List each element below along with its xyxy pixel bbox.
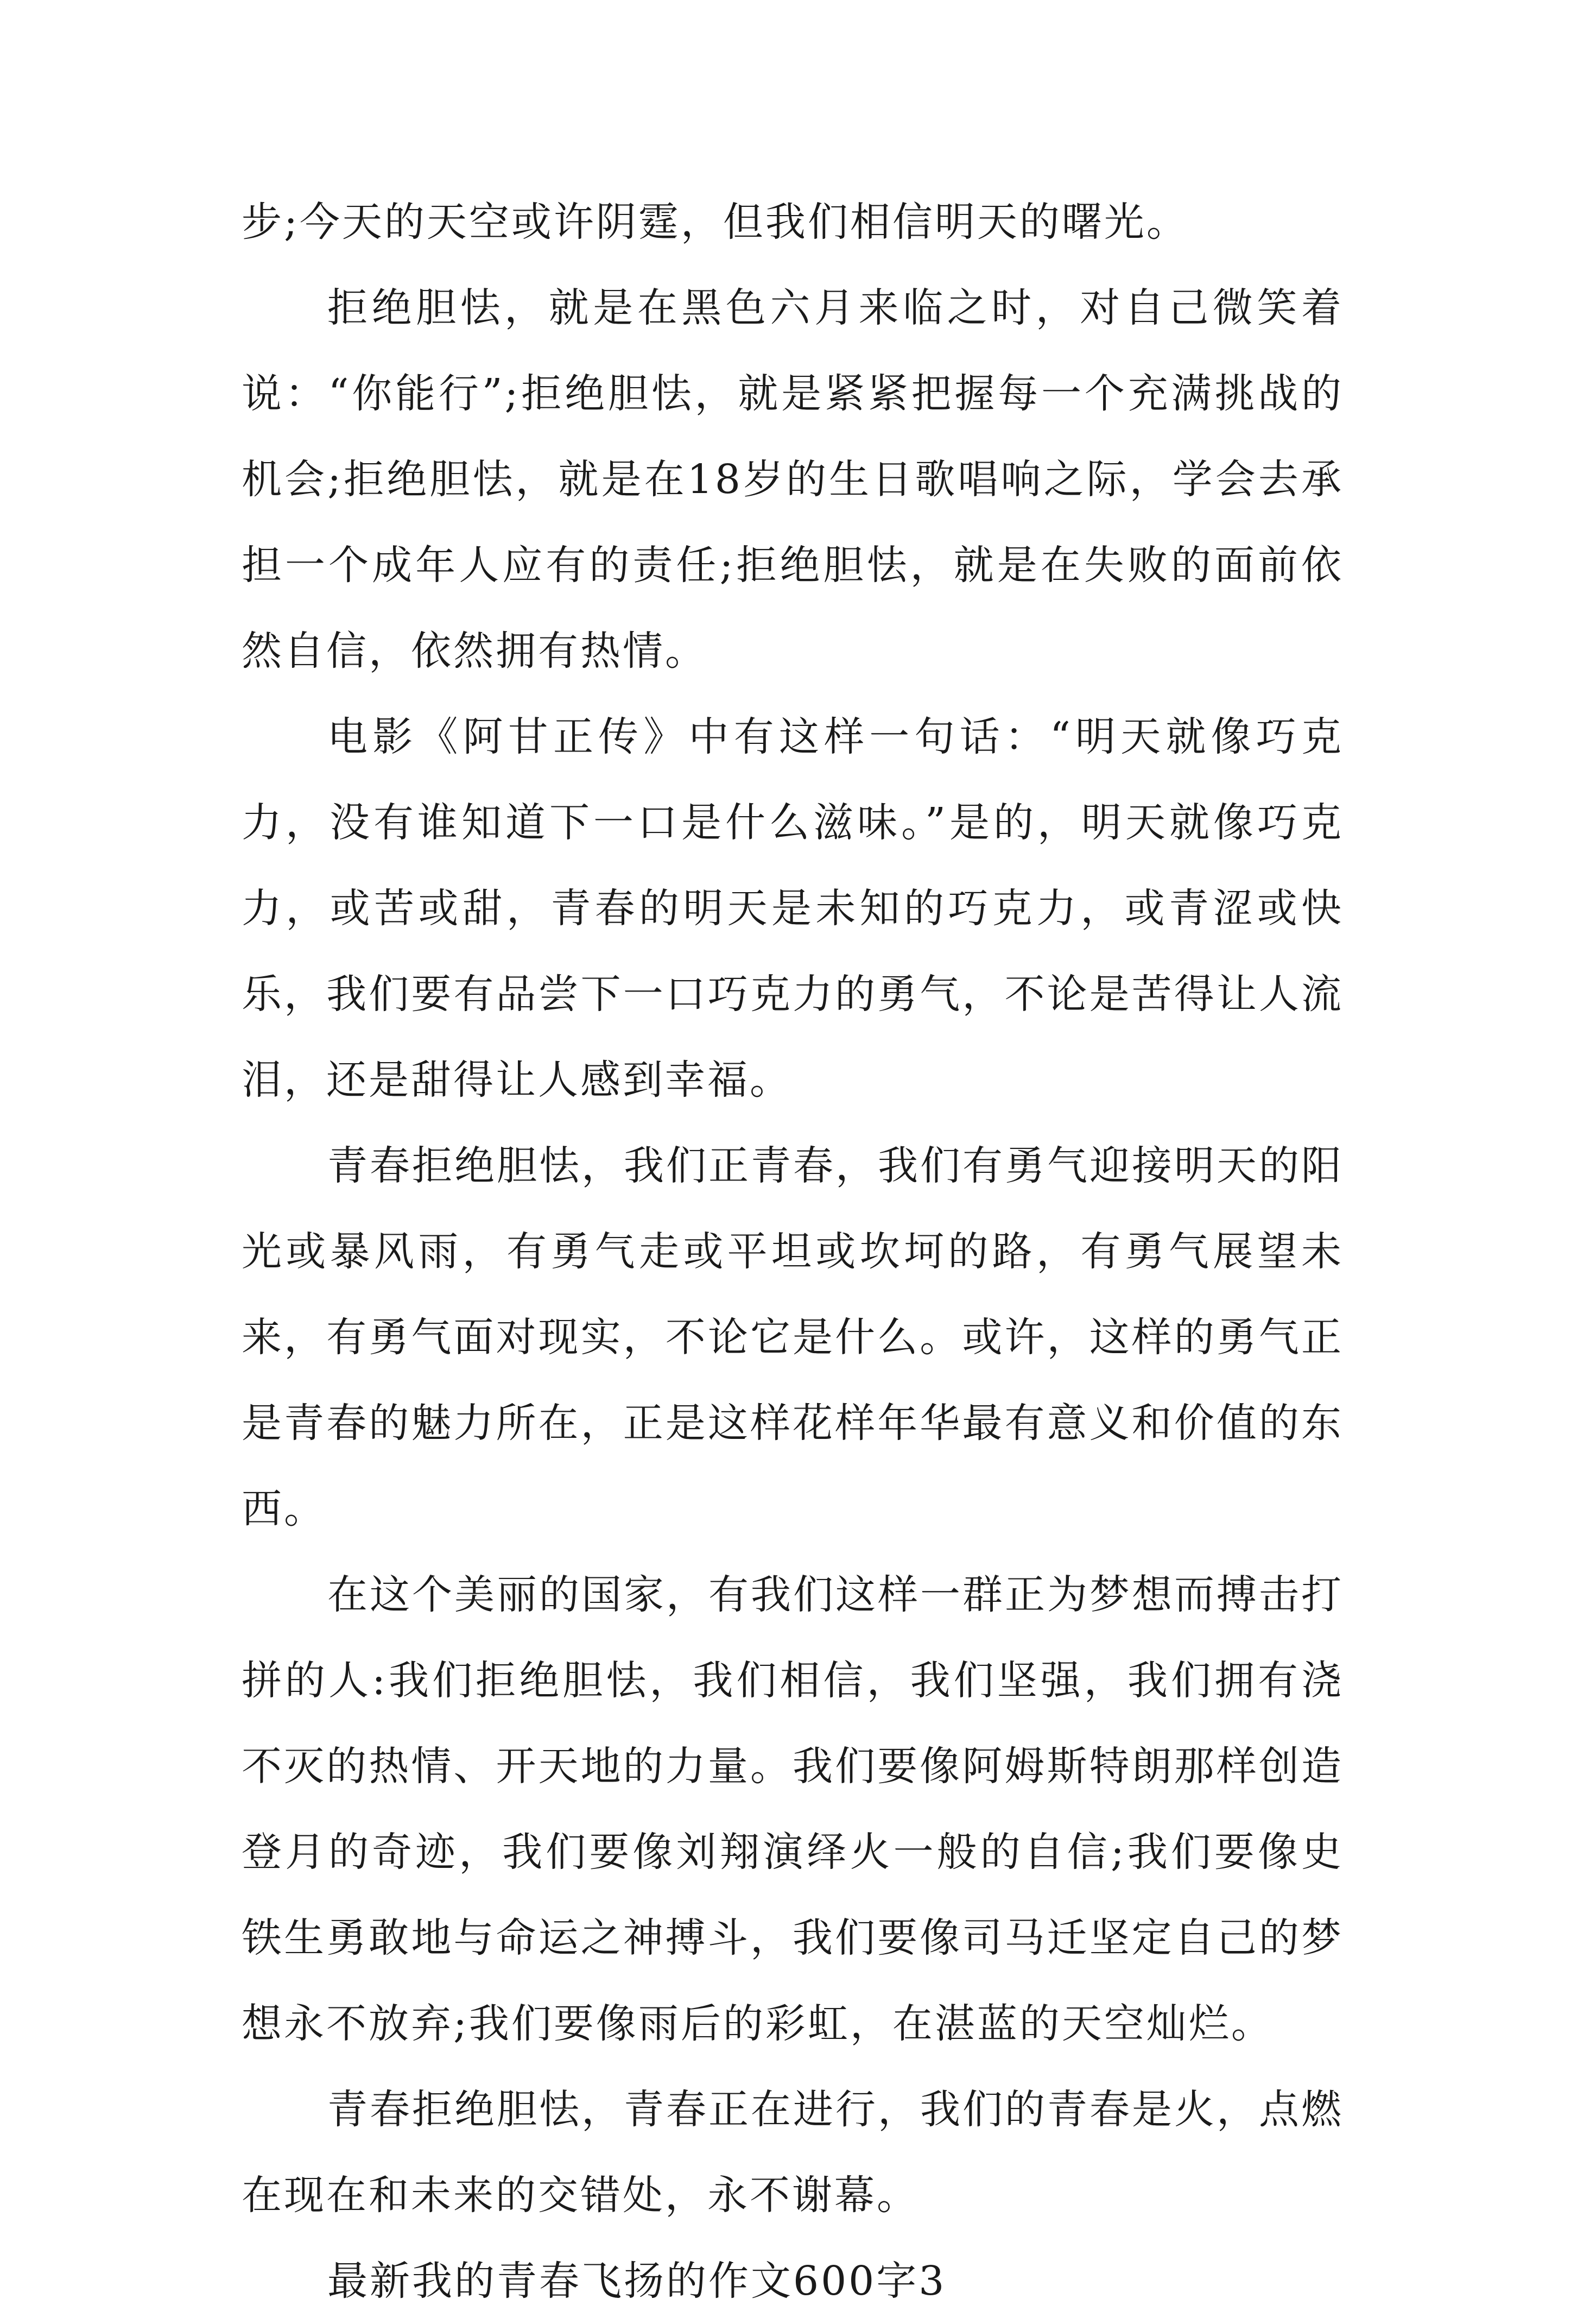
paragraph-refuse-timidity: 拒绝胆怯，就是在黑色六月来临之时，对自己微笑着说：“你能行”;拒绝胆怯，就是紧紧把握每一个充满挑战的机会;拒绝胆怯，就是在18岁的生日歌唱响之际，学会去承担一个成年人应有的责任;拒绝胆怯，就是在失败的面前依然自信，依然拥有热情。 [242, 285, 1344, 674]
paragraph-youth-fire: 青春拒绝胆怯，青春正在进行，我们的青春是火，点燃在现在和未来的交错处，永不谢幕。 [242, 2086, 1344, 2219]
paragraph-youth-courage: 青春拒绝胆怯，我们正青春，我们有勇气迎接明天的阳光或暴风雨，有勇气走或平坦或坎坷的路，有勇气展望未来，有勇气面对现实，不论它是什么。或许，这样的勇气正是青春的魅力所在，正是这样花样年华最有意义和价值的东西。 [242, 1142, 1344, 1532]
paragraph-beautiful-country: 在这个美丽的国家，有我们这样一群正为梦想而搏击打拼的人:我们拒绝胆怯，我们相信，我们坚强，我们拥有浇不灭的热情、开天地的力量。我们要像阿姆斯特朗那样创造登月的奇迹，我们要像刘翔演绎火一般的自信;我们要像史铁生勇敢地与命运之神搏斗，我们要像司马迁坚定自己的梦想永不放弃;我们要像雨后的彩虹，在湛蓝的天空灿烂。 [242, 1571, 1344, 2047]
section-heading: 最新我的青春飞扬的作文600字3 [327, 2258, 947, 2304]
paragraph-forrest-gump: 电影《阿甘正传》中有这样一句话：“明天就像巧克力，没有谁知道下一口是什么滋味。”是的，明天就像巧克力，或苦或甜，青春的明天是未知的巧克力，或青涩或快乐，我们要有品尝下一口巧克力的勇气，不论是苦得让人流泪，还是甜得让人感到幸福。 [242, 713, 1344, 1103]
paragraph-continuation: 步;今天的天空或许阴霆，但我们相信明天的曙光。 [242, 199, 1189, 245]
document-body [242, 179, 1344, 2324]
